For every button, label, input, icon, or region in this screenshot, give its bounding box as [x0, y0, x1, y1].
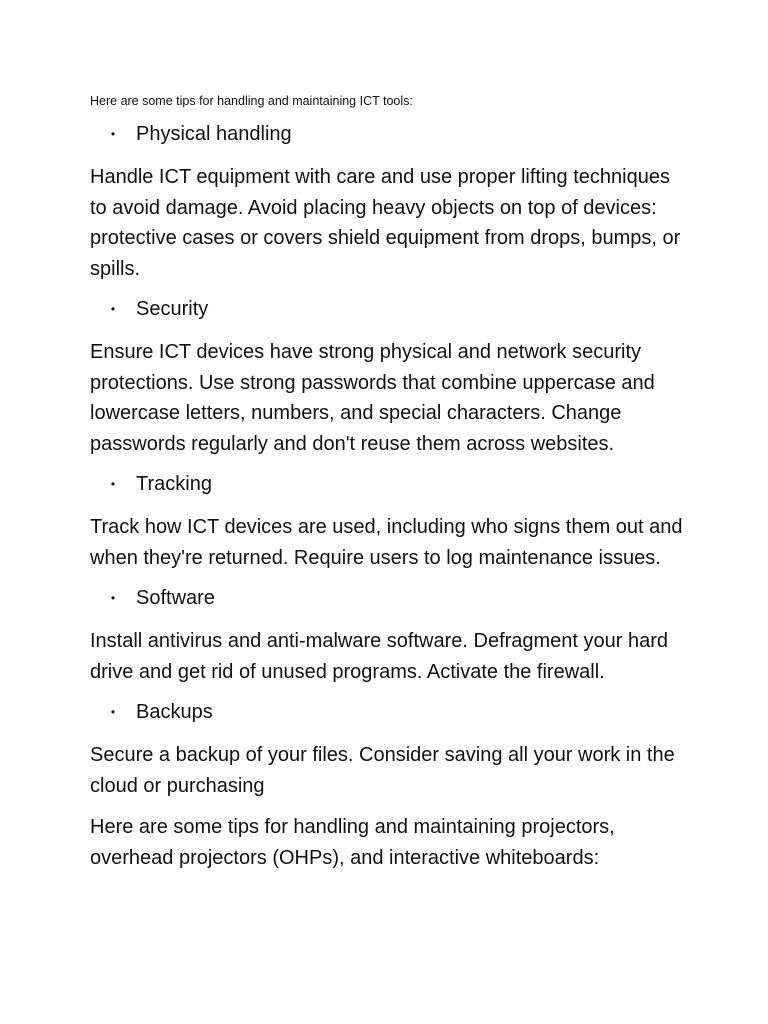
bullet-dot-icon: • [110, 127, 116, 141]
bullet-backups [90, 698, 690, 728]
bullet-heading: Physical handling [136, 123, 292, 145]
bullet-dot-icon: • [110, 302, 116, 316]
paragraph-physical-handling: Handle ICT equipment with care and use proper lifting techniques to avoid damage. Avoid placing heavy objects on top of devices: protective cases or covers shield equipment from drops, bumps, or spills. [90, 166, 681, 280]
bullet-dot-icon: • [110, 591, 116, 605]
bullet-software [90, 584, 690, 614]
paragraph-tracking: Track how ICT devices are used, including who signs them out and when they're returned. Require users to log maintenance issues. [90, 516, 683, 569]
bullet-heading: Security [136, 298, 209, 320]
bullet-heading: Tracking [136, 473, 212, 495]
bullet-heading: Software [136, 587, 215, 609]
paragraph-backups: Secure a backup of your files. Consider saving all your work in the cloud or purchasing [90, 744, 675, 797]
bullet-dot-icon: • [110, 705, 116, 719]
bullet-tracking [90, 470, 690, 500]
outro-text: Here are some tips for handling and maintaining projectors, overhead projectors (OHPs), and interactive whiteboards: [90, 816, 615, 869]
paragraph-software: Install antivirus and anti-malware software. Defragment your hard drive and get rid of unused programs. Activate the firewall. [90, 630, 669, 683]
bullet-dot-icon: • [110, 477, 116, 491]
paragraph-security: Ensure ICT devices have strong physical and network security protections. Use strong passwords that combine uppercase and lowercase letters, numbers, and special characters. Change passwords regularly and don't reuse them across websites. [90, 341, 655, 455]
intro-text: Here are some tips for handling and maintaining ICT tools: [90, 94, 413, 108]
bullet-physical-handling [90, 120, 690, 150]
bullet-heading: Backups [136, 701, 213, 723]
document-page [90, 92, 690, 884]
bullet-security [90, 295, 690, 325]
